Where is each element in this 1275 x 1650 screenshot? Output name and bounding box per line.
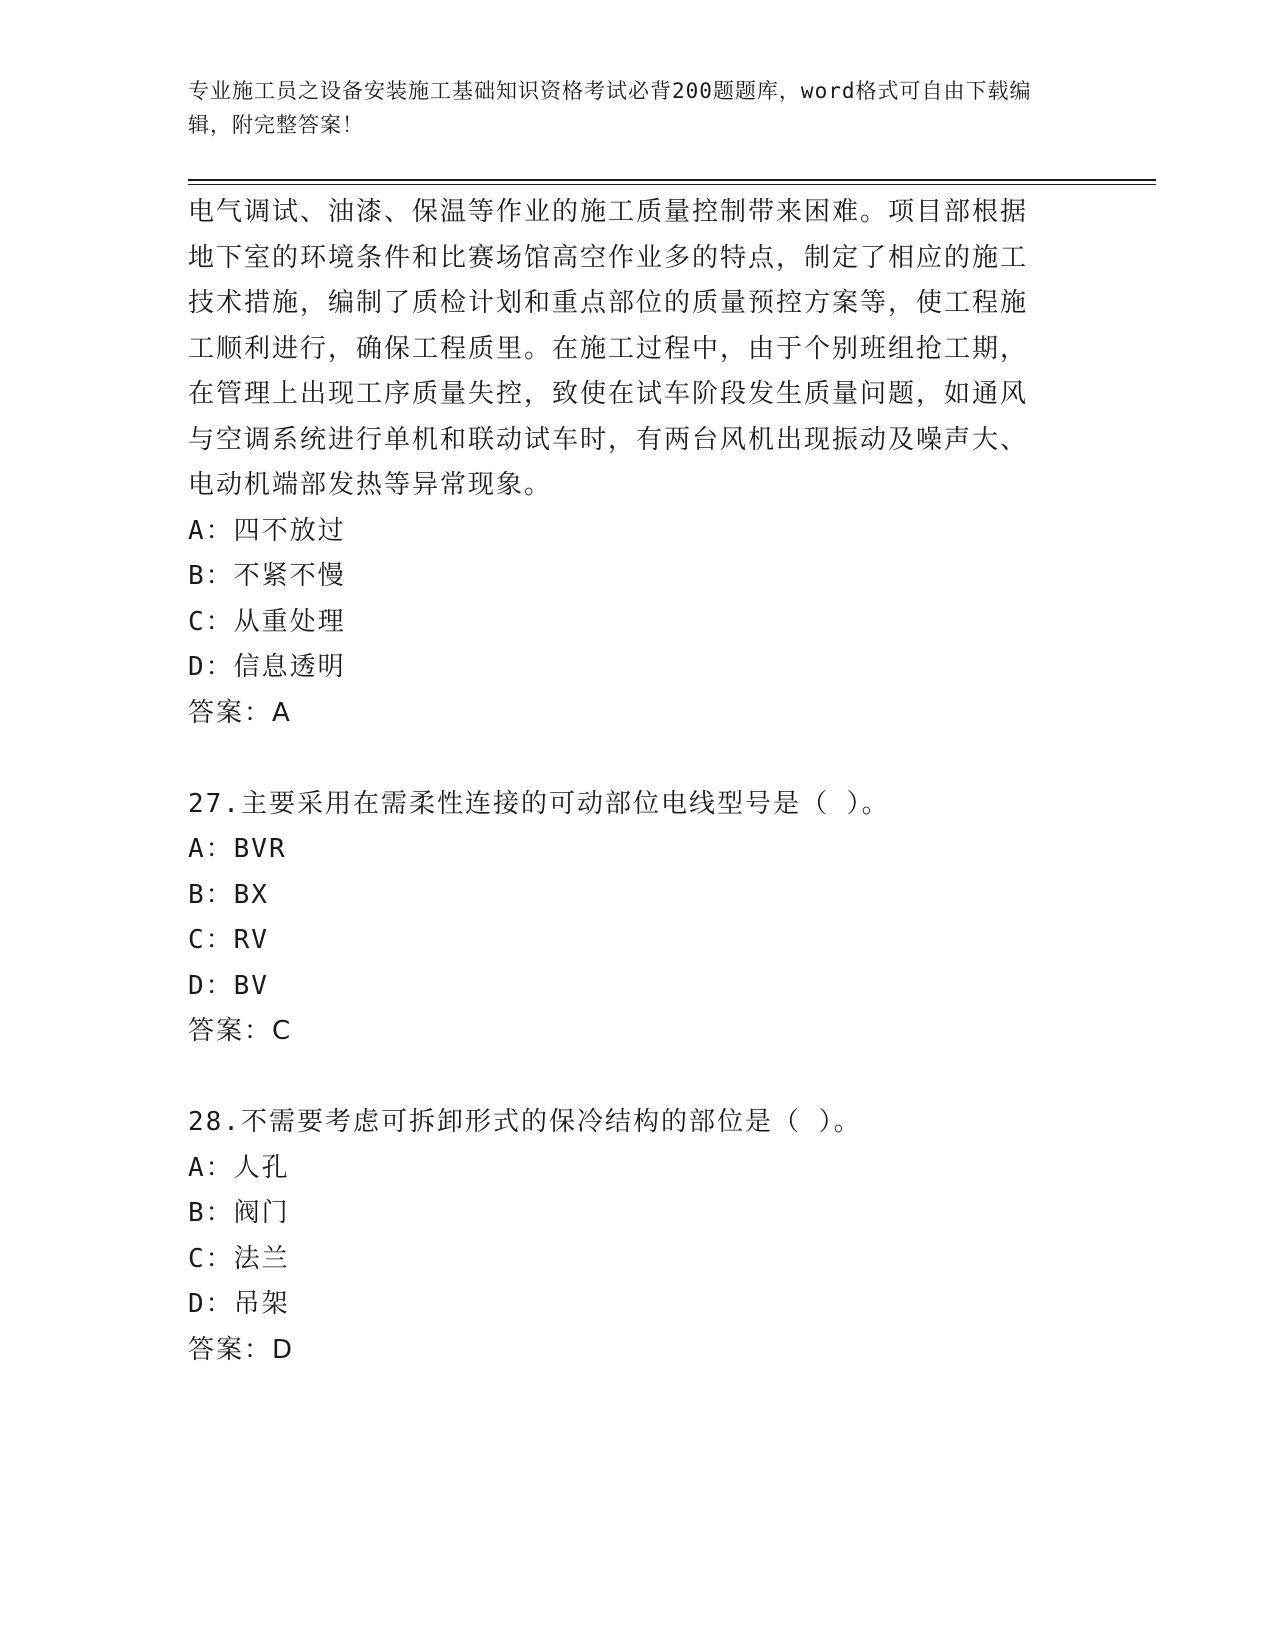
option-c: C：从重处理 (188, 606, 346, 637)
question-title: 28.不需要考虑可拆卸形式的保冷结构的部位是（ ）。 (188, 1107, 862, 1137)
option-b: B：阀门 (188, 1198, 290, 1228)
question-27 (188, 782, 1068, 1055)
option-c: C：法兰 (188, 1243, 290, 1274)
header-divider-thick (188, 179, 1156, 181)
answer-line: 答案：C (188, 1016, 293, 1046)
option-b: B：BX (188, 879, 269, 910)
question-title: 27.主要采用在需柔性连接的可动部位电线型号是（ ）。 (188, 788, 890, 819)
question-text-line: 技术措施，编制了质检计划和重点部位的质量预控方案等，使工程施 (188, 288, 1029, 318)
question-text-line: 地下室的环境条件和比赛场馆高空作业多的特点，制定了相应的施工 (188, 242, 1029, 273)
answer-line: 答案：A (188, 697, 292, 728)
option-a: A：BVR (188, 834, 287, 864)
question-text-line: 在管理上出现工序质量失控，致使在试车阶段发生质量问题，如通风 (188, 379, 1029, 409)
option-b: B：不紧不慢 (188, 561, 346, 591)
option-d: D：信息透明 (188, 652, 346, 682)
question-text-line: 工顺利进行，确保工程质里。在施工过程中，由于个别班组抢工期， (188, 333, 1029, 364)
page-header (188, 74, 1068, 142)
question-28 (188, 1100, 1068, 1373)
document-body (188, 190, 1068, 1373)
option-d: D：吊架 (188, 1289, 290, 1319)
option-c: C：RV (188, 925, 269, 955)
spacer (188, 736, 1068, 782)
spacer (188, 1055, 1068, 1101)
answer-line: 答案：D (188, 1334, 295, 1365)
question-26 (188, 190, 1068, 736)
question-text-line: 电气调试、油漆、保温等作业的施工质量控制带来困难。项目部根据 (188, 197, 1029, 227)
header-divider-thin (188, 184, 1156, 185)
option-a: A：人孔 (188, 1152, 290, 1183)
option-a: A：四不放过 (188, 515, 346, 546)
question-text-line: 与空调系统进行单机和联动试车时，有两台风机出现振动及噪声大、 (188, 424, 1029, 455)
document-title: 专业施工员之设备安装施工基础知识资格考试必背200题题库，word格式可自由下载编辑，附完整答案！ (188, 79, 1032, 137)
question-text-line: 电动机端部发热等异常现象。 (188, 470, 553, 500)
option-d: D：BV (188, 970, 269, 1001)
